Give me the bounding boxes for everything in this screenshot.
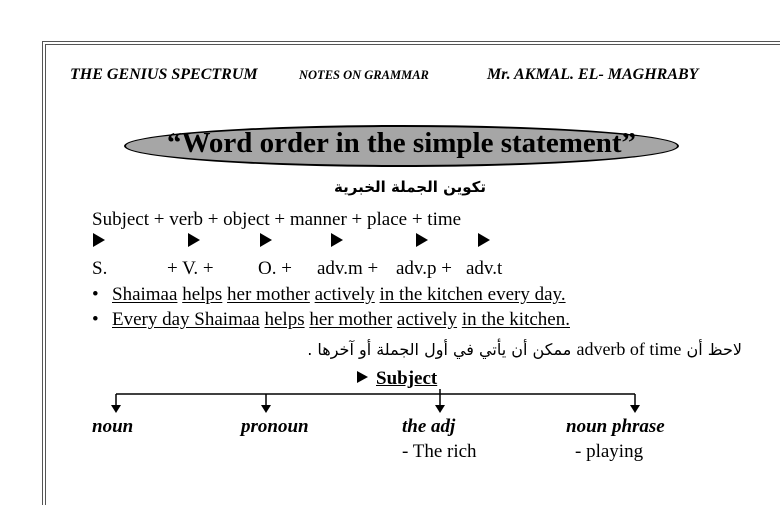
header-subtitle: NOTES ON GRAMMAR [299, 68, 429, 82]
note-english: adverb of time [576, 339, 682, 359]
note-suffix: ممكن أن يأتي في أول الجملة أو آخرها . [307, 340, 572, 359]
category-pronoun: pronoun [241, 416, 309, 437]
sentence-part: actively [396, 309, 458, 330]
abbr-time: adv.t [466, 258, 503, 279]
subject-label: Subject [376, 368, 438, 389]
bullet-icon: • [92, 309, 99, 330]
sentence-part: her mother [309, 309, 393, 330]
sentence-part: Every day Shaimaa [112, 309, 260, 330]
page-title: “Word order in the simple statement” [166, 127, 637, 159]
abbr-object: O. + [258, 258, 292, 279]
sentence-part: in the kitchen every day. [379, 284, 566, 305]
arrow-down-icon [630, 405, 640, 413]
example-the-adj: - The rich [402, 441, 477, 462]
category-the-adj: the adj [402, 416, 456, 437]
bullet-icon: • [92, 284, 99, 305]
abbr-place: adv.p + [396, 258, 452, 279]
header-author: Mr. AKMAL. EL- MAGHRABY [487, 66, 699, 83]
sentence-part: Shaimaa [112, 284, 178, 305]
arrow-down-icon [261, 405, 271, 413]
word-order-formula: Subject + verb + object + manner + place + time [92, 209, 462, 230]
sentence-part: helps [182, 284, 223, 305]
header-brand: THE GENIUS SPECTRUM [70, 66, 258, 83]
note-prefix: لاحظ أن [686, 340, 742, 359]
arrow-down-icon [435, 405, 445, 413]
arabic-title: تكوين الجملة الخبرية [334, 178, 486, 196]
sentence-part: in the kitchen. [461, 309, 570, 330]
sentence-part: actively [314, 284, 375, 305]
sentence-part: her mother [227, 284, 310, 305]
sentence-part: helps [264, 309, 305, 330]
example-noun-phrase: - playing [575, 441, 644, 462]
abbr-verb: + V. + [167, 258, 214, 279]
abbr-subject: S. [92, 258, 108, 279]
category-noun-phrase: noun phrase [566, 416, 665, 437]
abbr-manner: adv.m + [317, 258, 379, 279]
category-noun: noun [92, 416, 134, 437]
arrow-down-icon [111, 405, 121, 413]
